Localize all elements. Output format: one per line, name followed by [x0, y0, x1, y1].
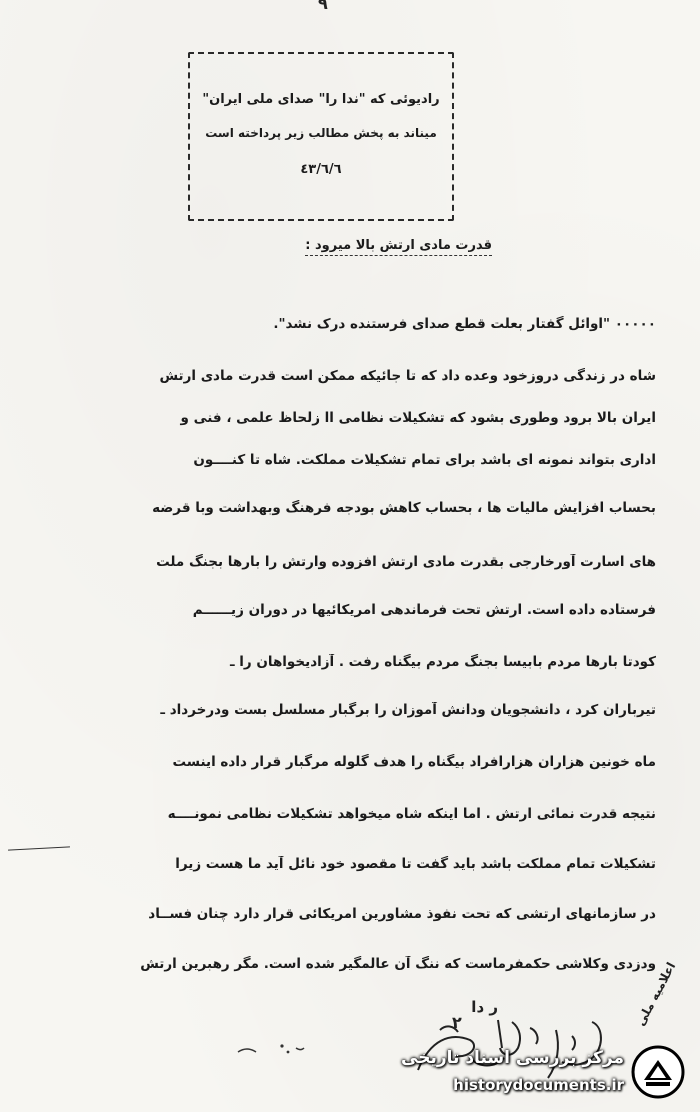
- archive-title: مرکز بررسی اسناد تاریخی: [401, 1048, 624, 1068]
- header-line-1: رادیوئی که "ندا را" صدای ملی ایران": [202, 92, 440, 107]
- body-line: بحساب افزایش مالیات ها ، بحساب کاهش بودجه فرهنگ وبهداشت وبا قرضه: [152, 500, 656, 516]
- signature-mark-2: ر دا: [471, 1000, 498, 1016]
- body-line: های اسارت آورخارجی بقدرت مادی ارتش افزوده وارتش را بارها بجنگ ملت: [156, 554, 656, 570]
- archive-url: historydocuments.ir: [453, 1076, 624, 1094]
- body-line: کودتا بارها مردم بابیسا بجنگ مردم بیگناه رفت . آزادیخواهان را ـ: [229, 654, 656, 670]
- body-line: تیرباران کرد ، دانشجویان ودانش آموزان را برگبار مسلسل بست ودرخرداد ـ: [160, 702, 656, 718]
- body-line: ودزدی وکلاشی حکمفرماست که ننگ آن عالمگیر شده است. مگر رهبرین ارتش: [140, 956, 656, 972]
- header-line-2: میناند به پخش مطالب زیر پرداخته است: [205, 126, 437, 140]
- archive-logo-icon: [630, 1044, 686, 1100]
- body-line: تشکیلات تمام مملکت باشد باید گفت تا مقصود خود نائل آید ما هست زیرا: [175, 856, 656, 872]
- body-line: نتیجه قدرت نمائی ارتش . اما اینکه شاه میخواهد تشکیلات نظامی نمونــــه: [167, 806, 656, 822]
- body-line: شاه در زندگی دروزخود وعده داد که تا جائیکه ممکن است قدرت مادی ارتش: [159, 368, 656, 384]
- header-date: ٤٣/٦/٦: [300, 162, 342, 177]
- body-line: ٠٠٠٠٠ "اوائل گفتار بعلت قطع صدای فرستنده درک نشد".: [273, 316, 656, 332]
- margin-handwritten-note: اعلامیه ملی: [633, 960, 679, 1029]
- body-line: در سازمانهای ارتشی که تحت نفوذ مشاورین امریکائی قرار دارد چنان فســاد: [148, 906, 656, 922]
- document-subject: قدرت مادی ارتش بالا میرود :: [305, 238, 492, 256]
- body-line: ایران بالا برود وطوری بشود که تشکیلات نظامی اا زلحاظ علمی ، فنی و: [180, 410, 656, 426]
- body-line: ماه خونین هزاران هزارافراد بیگناه را هدف گلوله مرگبار قرار داده اینست: [172, 754, 656, 770]
- page-number-mark: ٩: [318, 0, 328, 13]
- signature-mark-1: ٢: [452, 1013, 462, 1032]
- archive-watermark: [401, 1042, 686, 1104]
- body-line: فرستاده داده است. ارتش تحت فرماندهی امریکائیها در دوران زیــــــم: [192, 602, 656, 618]
- body-line: اداری بتواند نمونه ای باشد برای تمام تشکیلات مملکت. شاه تا کنــــون: [193, 452, 656, 468]
